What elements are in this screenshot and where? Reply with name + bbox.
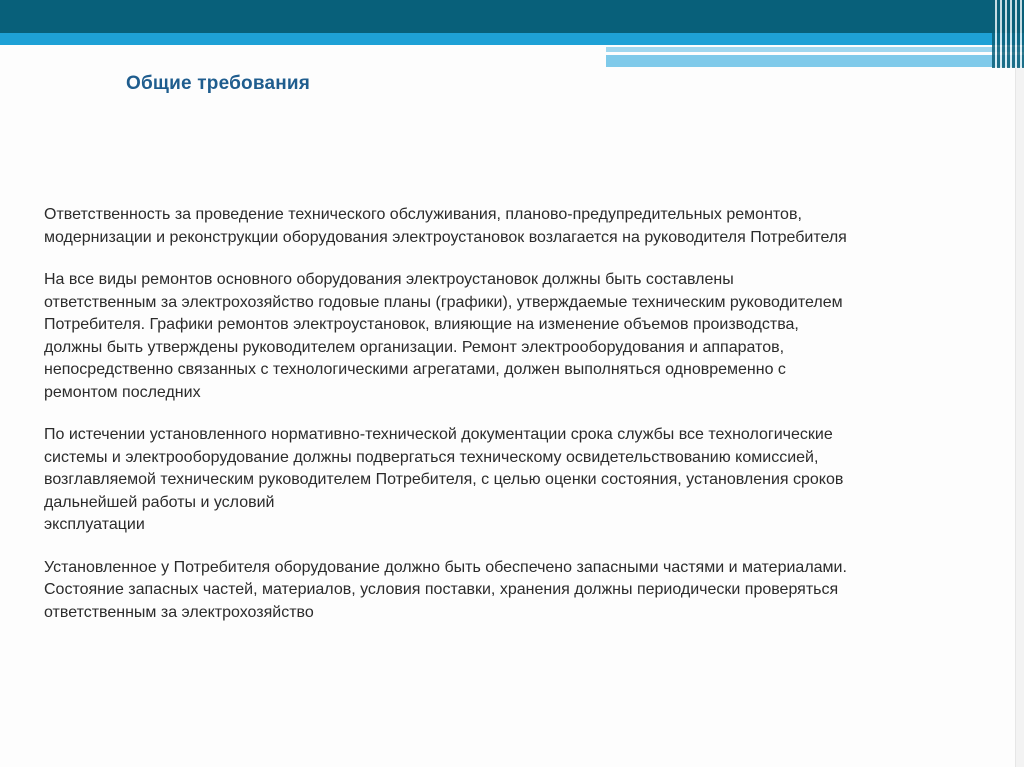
text-line: эксплуатации [44,516,145,533]
text-line: ответственным за электрохозяйство [44,603,314,621]
text-line: должны быть утверждены руководителем организации. Ремонт электрооборудования и аппаратов, [44,338,785,356]
text-line: Ответственность за проведение технического обслуживания, планово-предупредительных ремонтов, [44,206,802,223]
text-line: ответственным за электрохозяйство годовые планы (графики), утверждаемые техническим руководителем [44,293,843,311]
text-line: По истечении установленного нормативно-технической документации срока службы все технологические [44,426,833,443]
text-line: возглавляемой техническим руководителем Потребителя, с целью оценки состояния, установления сроков [44,471,844,488]
text-line: Состояние запасных частей, материалов, условия поставки, хранения должны периодически проверяться [44,581,839,598]
paragraph-spare-parts [44,557,984,625]
text-line: дальнейшей работы и условий [44,493,275,511]
header-banner-blue [0,33,1024,45]
text-line: системы и электрооборудование должны подвергаться техническому освидетельствованию комиссией, [44,448,819,466]
header-banner-dark [0,0,1024,33]
text-line: Установленное у Потребителя оборудование должно быть обеспечено запасными частями и материалами. [44,558,847,576]
text-line: модернизации и реконструкции оборудования электроустановок возлагается на руководителя Потребителя [44,228,847,246]
slide-title: Общие требования [126,73,311,94]
text-line: На все виды ремонтов основного оборудования электроустановок должны быть составлены [44,271,734,288]
paragraph-service-life [44,424,984,537]
slide-right-edge [1015,68,1024,767]
header-accent-stripe-top [606,47,1024,52]
text-line: ремонтом последних [44,383,201,401]
text-line: Потребителя. Графики ремонтов электроустановок, влияющие на изменение объемов производства, [44,316,799,333]
slide-body [44,204,984,644]
header-vertical-stripes [992,0,1024,68]
header-accent-stripe-bottom [606,55,1024,67]
paragraph-repair-plans [44,269,984,404]
paragraph-responsibility [44,204,984,249]
text-line: непосредственно связанных с технологическими агрегатами, должен выполняться одновременно с [44,361,786,378]
